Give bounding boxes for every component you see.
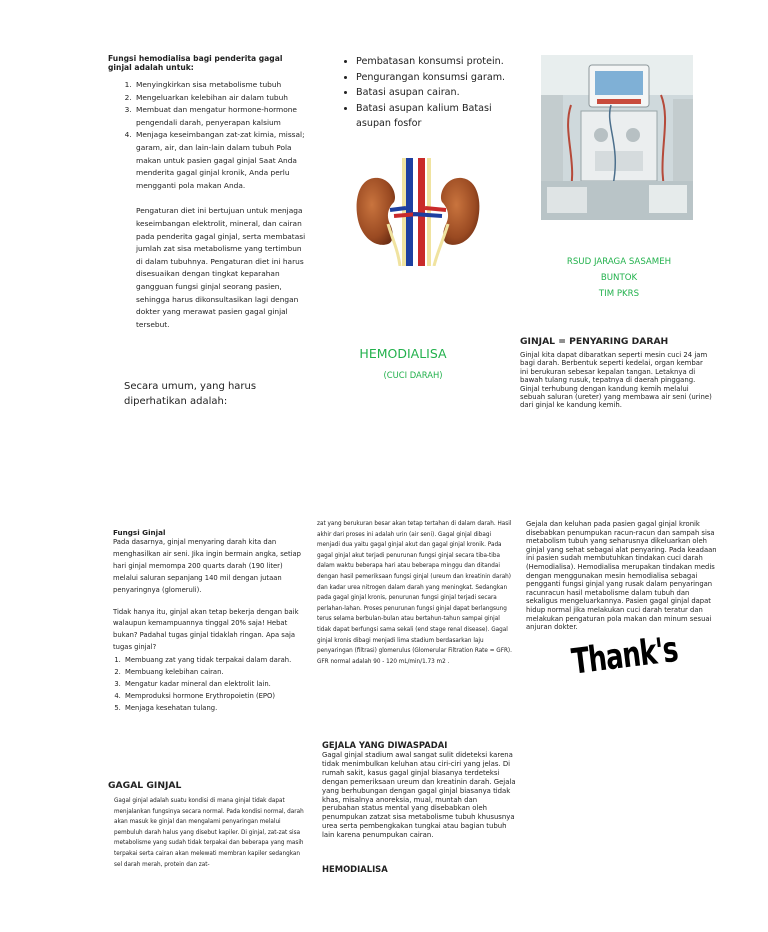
- general-note: Secara umum, yang harus diperhatikan adalah:: [124, 381, 257, 407]
- list-item: 2. Mengeluarkan kelebihan air dalam tubuh: [134, 92, 308, 105]
- kidney-illustration: [354, 158, 482, 266]
- list-item: • Batasi asupan kalium Batasi asupan fosfor: [356, 101, 526, 132]
- thanks-wordart: [569, 629, 680, 698]
- list-item: • Pengurangan konsumsi garam.: [356, 70, 526, 86]
- ginjal-penyaring-body: Ginjal kita dapat dibaratkan seperti mesin cuci 24 jam bagi darah. Berbentuk seperti kedelai, organ kembar ini berukuran sebesar kepalan tangan. Letaknya di bawah tulang rusuk, tepatnya di daerah pinggang. Ginjal terhubung dengan kandung kemih melalui sebuah saluran (ureter) yang membawa air seni (urine) dari ginjal ke kandung kemih.: [520, 351, 712, 410]
- fungsi-hemodialisa-heading: Fungsi hemodialisa bagi penderita gagal ginjal adalah untuk:: [108, 54, 283, 72]
- fungsi-ginjal-heading: Fungsi Ginjal: [113, 528, 166, 537]
- hemodialisa-heading: HEMODIALISA: [322, 864, 388, 874]
- tugas-ginjal-list: [113, 654, 307, 714]
- organization-block: [545, 255, 693, 302]
- fungsi-ginjal-intro: Pada dasarnya, ginjal menyaring darah kita dan menghasilkan air seni. Jika ingin bermain angka, setiap hari ginjal memompa 200 quarts darah (190 liter) melalui saluran sepanjang 140 mil dengan jutaan penyaringnya (glomeruli).: [113, 538, 301, 594]
- panel-fungsi-hemodialisa: [108, 54, 308, 331]
- list-item: 4. Memproduksi hormone Erythropoietin (EPO): [123, 690, 307, 702]
- list-item: • Pembatasan konsumsi protein.: [356, 54, 526, 70]
- list-item: 1. Membuang zat yang tidak terpakai dalam darah.: [123, 654, 307, 666]
- cuci-darah-subtitle: (CUCI DARAH): [383, 370, 443, 380]
- hemodialisa-body: Gejala dan keluhan pada pasien gagal ginjal kronik disebabkan penumpukan racun-racun dan sampah sisa metabolism tubuh yang seharusnya dikeluarkan oleh ginjal yang sehat sebagai alat penyaring. Pada keadaan ini pasien sudah membutuhkan tindakan cuci darah (Hemodialisa). Hemodialisa merupakan tindakan medis dengan menggunakan mesin hemodialisa sebagai pengganti fungsi ginjal yang rusak dalam penyaringan racunracun hasil metabolisme dalam tubuh dan sekaligus mengeluarkannya. Pasien gagal ginjal dapat hidup normal jika melakukan cuci darah teratur dan melakukan pengaturan pola makan dan minum sesuai anjuran dokter.: [526, 520, 717, 632]
- list-item: 5. Menjaga kesehatan tulang.: [123, 702, 307, 714]
- list-item: 3. Mengatur kadar mineral dan elektrolit lain.: [123, 678, 307, 690]
- diet-paragraph: Pengaturan diet ini bertujuan untuk menjaga keseimbangan elektrolit, mineral, dan cairan pada penderita gagal ginjal, serta membatasi jumlah zat sisa metabolisme yang tertimbun di dalam tubuhnya. Pengaturan diet ini harus disesuaikan dengan tingkat keparahan gangguan fungsi ginjal seorang pasien, sehingga harus dikonsultasikan lagi dengan dokter yang merawat pasien gagal ginjal tersebut.: [136, 206, 306, 329]
- ginjal-penyaring-heading: GINJAL = PENYARING DARAH: [520, 336, 669, 347]
- list-item: 4. Menjaga keseimbangan zat-zat kimia, missal; garam, air, dan lain-lain dalam tubuh Pola makan untuk pasien gagal ginjal Saat Anda menderita gagal ginjal kronik, Anda perlu mengganti pola makan Anda.: [134, 129, 308, 192]
- fungsi-hemodialisa-list: [108, 79, 308, 192]
- org-line: RSUD JARAGA SASAMEH: [566, 257, 672, 267]
- list-item: 2. Membuang kelebihan cairan.: [123, 666, 307, 678]
- org-line: BUNTOK: [600, 272, 638, 283]
- fungsi-ginjal-para2: Tidak hanya itu, ginjal akan tetap bekerja dengan baik walaupun kemampuannya tinggal 20% saja! Hebat bukan? Padahal tugas ginjal tidaklah ringan. Apa saja tugas ginjal?: [113, 607, 299, 652]
- diet-bullets: [338, 54, 526, 132]
- gejala-body: Gagal ginjal stadium awal sangat sulit dideteksi karena tidak menimbulkan keluhan atau ciri-ciri yang jelas. Di rumah sakit, kasus gagal ginjal biasanya terdeteksi dengan pemeriksaan ureum dan kreatinin darah. Gejala yang berhubungan dengan gagal ginjal biasanya tidak khas, misalnya anoreksia, mual, muntah dan perubahan status mental yang disebabkan oleh penumpukan zatzat sisa metabolisme tubuh khususnya urea serta pembengkakan tungkai atau bagian tubuh lain karena penumpukan cairan.: [322, 751, 516, 840]
- gagal-ginjal-continuation: zat yang berukuran besar akan tetap tertahan di dalam darah. Hasil akhir dari proses ini adalah urin (air seni). Gagal ginjal dibagi menjadi dua yaitu gagal ginjal akut dan gagal ginjal kronik. Pada gagal ginjal akut terjadi penurunan fungsi ginjal secara tiba-tiba dalam waktu beberapa hari atau beberapa minggu dan ditandai dengan hasil pemeriksaan fungsi ginjal (ureum dan kreatinin darah) dan kadar urea nitrogen dalam darah yang meningkat. Sedangkan pada gagal ginjal kronis, penurunan fungsi ginjal terjadi secara perlahan-lahan. Proses penurunan fungsi ginjal dapat berlangsung terus selama berbulan-bulan atau bertahun-tahun sampai ginjal tidak dapat berfungsi sama sekali (end stage renal disease). Gagal ginjal kronis dibagi menjadi lima stadium berdasarkan laju penyaringan (filtrasi) glomerulus (Glomerular Filtration Rate = GFR). GFR normal adalah 90 - 120 mL/min/1.73 m2 .: [317, 521, 512, 665]
- gejala-heading: GEJALA YANG DIWASPADAI: [322, 740, 448, 750]
- gagal-ginjal-heading: GAGAL GINJAL: [108, 780, 182, 791]
- gagal-ginjal-body: Gagal ginjal adalah suatu kondisi di mana ginjal tidak dapat menjalankan fungsinya secara normal. Pada kondisi normal, darah akan masuk ke ginjal dan mengalami penyaringan melalui pembuluh darah halus yang disebut kapiler. Di ginjal, zat-zat sisa metabolisme yang sudah tidak terpakai dan beberapa yang masih terpakai serta cairan akan melewati membran kapiler sedangkan sel darah merah, protein dan zat-: [114, 798, 304, 868]
- list-item: • Batasi asupan cairan.: [356, 85, 526, 101]
- list-item: 1. Menyingkirkan sisa metabolisme tubuh: [134, 79, 308, 92]
- hemodialisa-title: HEMODIALISA: [359, 346, 447, 361]
- dialysis-machine-photo: [541, 55, 693, 220]
- panel-fungsi-ginjal: [113, 528, 307, 714]
- list-item: 3. Membuat dan mengatur hormone-hormone pengendali darah, penyerapan kalsium: [134, 104, 308, 129]
- thanks-text: Thank's: [569, 629, 680, 684]
- org-line: TIM PKRS: [598, 288, 640, 299]
